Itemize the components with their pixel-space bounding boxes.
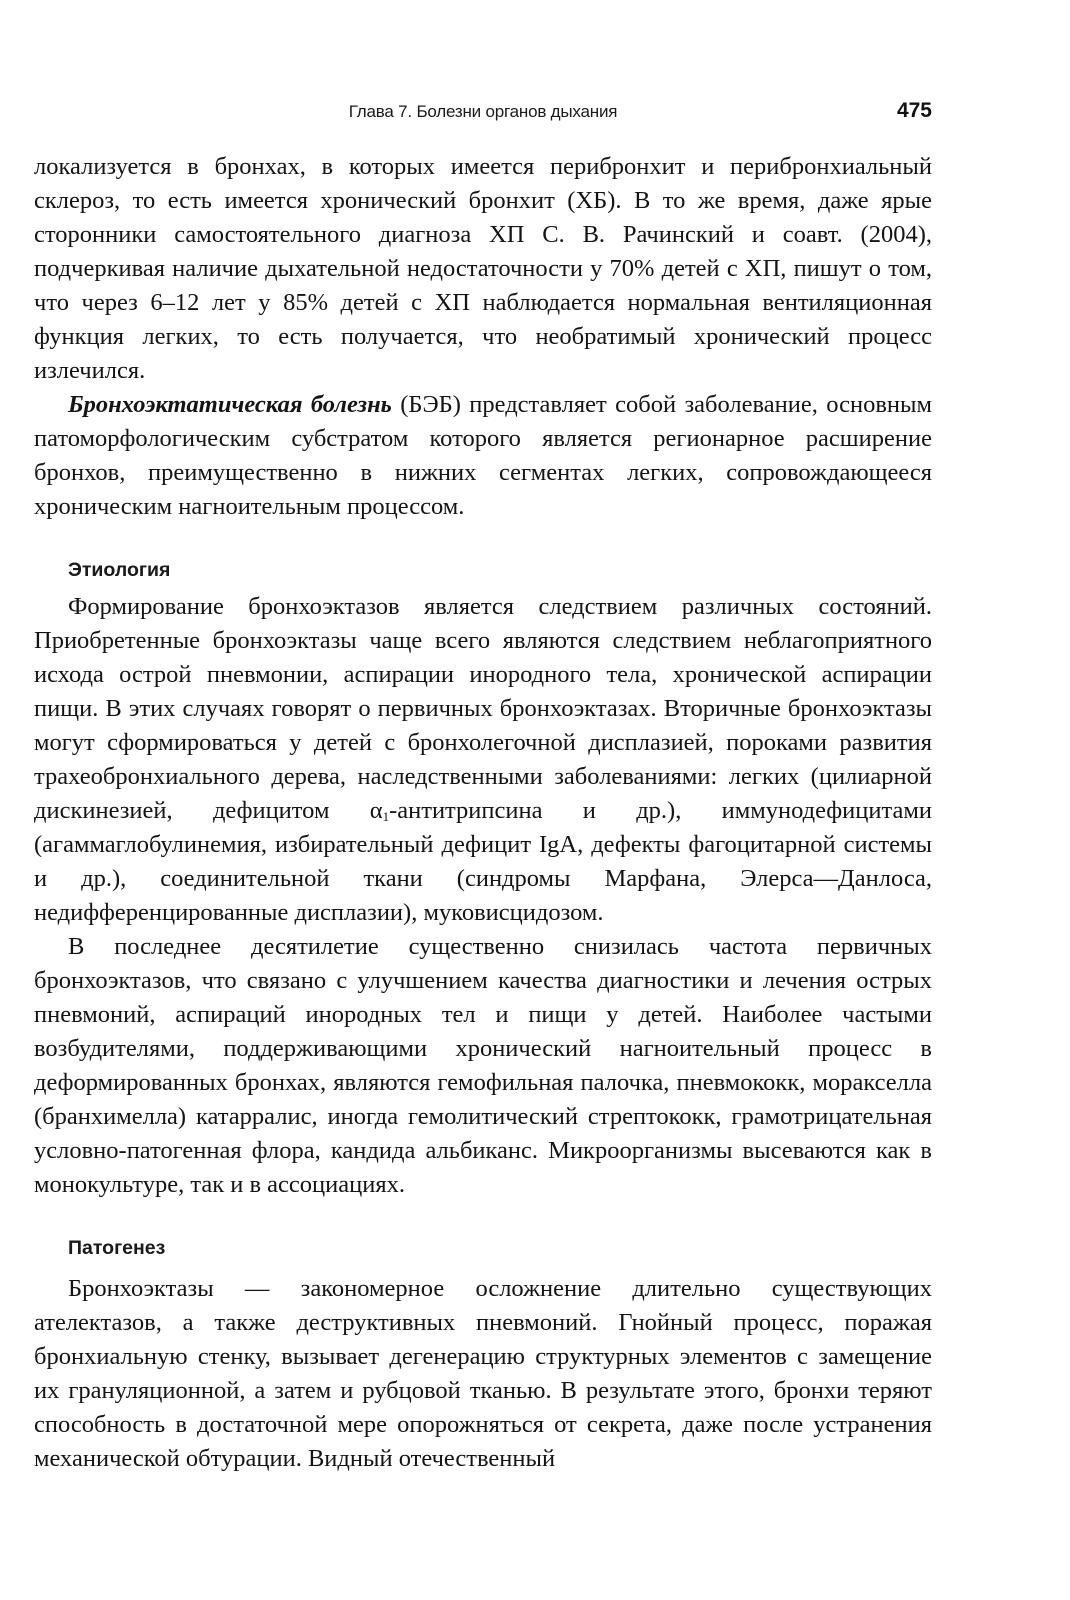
- alpha-subscript: 1: [382, 809, 390, 824]
- section-heading-pathogenesis: Патогенез: [68, 1237, 166, 1259]
- running-header: [34, 99, 932, 130]
- chapter-title: Глава 7. Болезни органов дыхания: [348, 102, 618, 121]
- definition-text: (БЭБ) представляет собой заболевание, основным патоморфологическим субстратом которого является регионарное расширение бронхов, преимущественно в нижних сегментах легких, сопровождающееся хроническим нагноительным процессом.: [34, 391, 932, 520]
- etiology-text-part-2: -антитрипсина и др.), иммунодефицитами (агаммаглобулинемия, избирательный дефицит IgA, дефекты фагоцитарной системы и др.), соединительной ткани (синдромы Марфана, Элерса—Данлоса, недифференцированные дисплазии), муковисцидозом.: [34, 797, 932, 926]
- paragraph-etiology-1: [34, 590, 932, 930]
- paragraph-definition: [34, 388, 932, 524]
- paragraph-pathogenesis-1: Бронхоэктазы — закономерное осложнение длительно существующих ателектазов, а также деструктивных пневмоний. Гнойный процесс, поражая бронхиальную стенку, вызывает дегенерацию структурных элементов с замещение их грануляционной, а затем и рубцовой тканью. В результате этого, бронхи теряют способность в достаточной мере опорожняться от секрета, даже после устранения механической обтурации. Видный отечественный: [34, 1275, 932, 1472]
- paragraph-etiology-2: В последнее десятилетие существенно снизилась частота первичных бронхоэктазов, что связано с улучшением качества диагностики и лечения острых пневмоний, аспираций инородных тел и пищи у детей. Наиболее частыми возбудителями, поддерживающими хронический нагноительный процесс в деформированных бронхах, являются гемофильная палочка, пневмококк, моракселла (бранхимелла) катарралис, иногда гемолитический стрептококк, грамотрицательная условно-патогенная флора, кандида альбиканс. Микроорганизмы высеваются как в монокультуре, так и в ассоциациях.: [34, 933, 932, 1198]
- page-number: 475: [896, 99, 932, 122]
- etiology-text-part-1: Формирование бронхоэктазов является следствием различных состояний. Приобретенные бронхоэктазы чаще всего являются следствием неблагоприятного исхода острой пневмонии, аспирации инородного тела, хронической аспирации пищи. В этих случаях говорят о первичных бронхоэктазах. Вторичные бронхоэктазы могут сформироваться у детей с бронхолегочной дисплазией, пороками развития трахеобронхиального дерева, наследственными заболеваниями: легких (цилиарной дискинезией, дефицитом α: [34, 593, 932, 824]
- body-text: [34, 150, 932, 1476]
- section-heading-etiology: Этиология: [68, 559, 171, 581]
- paragraph-continuation: локализуется в бронхах, в которых имеется перибронхит и перибронхиальный склероз, то есть имеется хронический бронхит (ХБ). В то же время, даже ярые сторонники самостоятельного диагноза ХП С. В. Рачинский и соавт. (2004), подчеркивая наличие дыхательной недостаточности у 70% детей с ХП, пишут о том, что через 6–12 лет у 85% детей с ХП наблюдается нормальная вентиляционная функция легких, то есть получается, что необратимый хронический процесс излечился.: [34, 153, 932, 384]
- term-bronchiectasis: Бронхоэктатическая болезнь: [68, 391, 392, 418]
